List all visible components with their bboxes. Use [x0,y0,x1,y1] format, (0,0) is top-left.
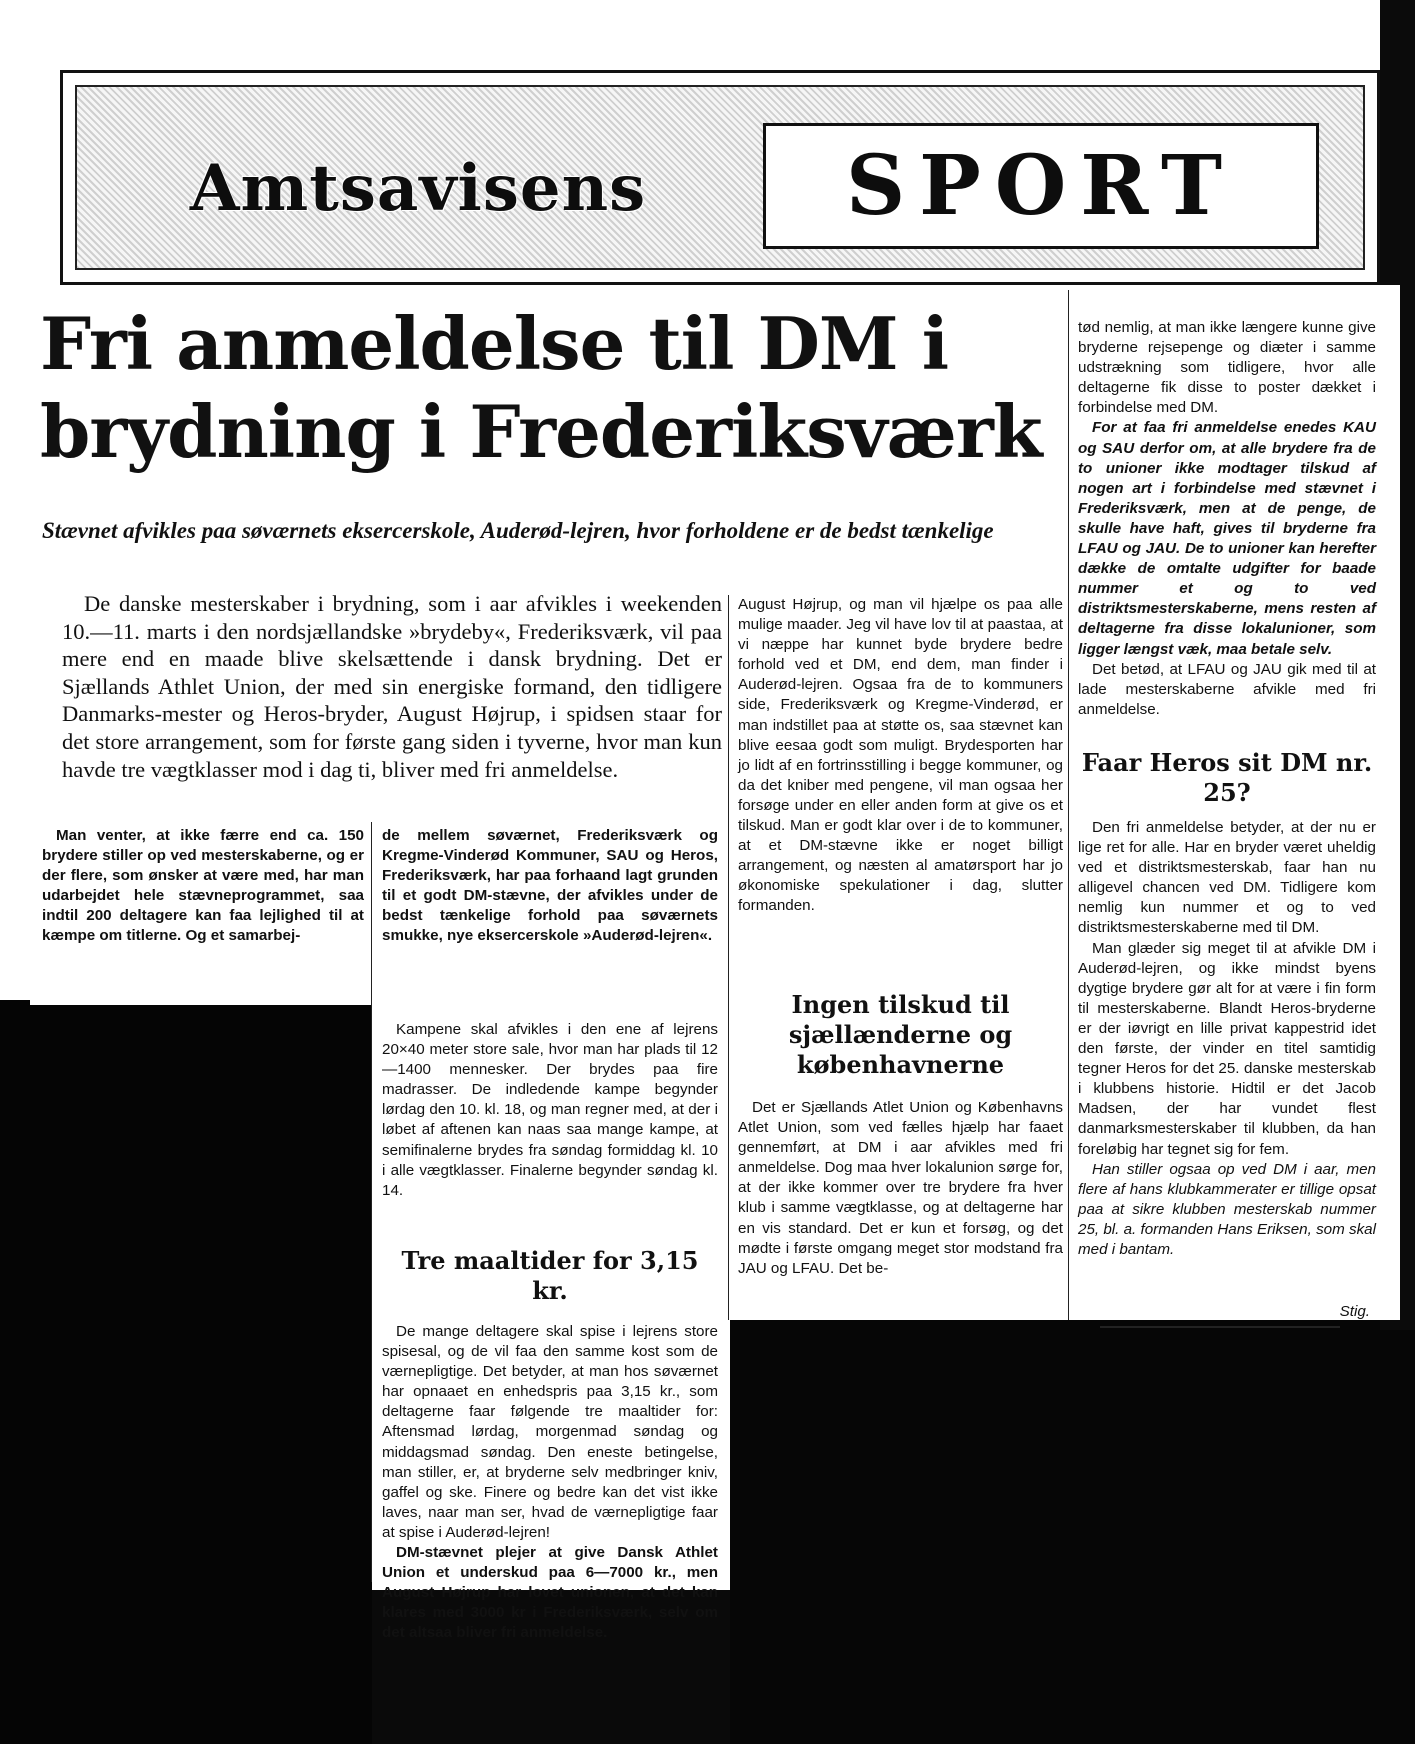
paragraph: August Højrup, og man vil hjælpe os paa alle mulige maader. Jeg vil have lov til at paastaa, at vi næppe har kunnet byde brydere bedre forhold ved et DM, end dem, man finder i Auderød-lejren. Ogsaa fra de to kommuners side, Frederiksværk og Kregme-Vinderød, er man indstillet paa at støtte os, saa stævnet kan blive eesaa godt som muligt. Brydesporten har jo lidt af en fortrinsstilling i begge kommuner, og da det kniber med pengene, vil man ogsaa her forsøge under en eller anden form at give os et tilskud. Man er godt klar over i de to kommuner, at et DM-stævne ikke er noget billigt arrangement, og næsten al amatørsport har jo økonomiske spekulationer i dag, slutter formanden. [738,596,1063,915]
paragraph: Det betød, at LFAU og JAU gik med til at lade mesterskaberne afvikle med fri anmeldelse. [1078,660,1376,718]
column-2-bold-text [382,826,718,947]
paragraph: DM-stævnet plejer at give Dansk Athlet Union et underskud paa 6—7000 kr., men August Højrup har lovet unionen, at det kan klares med 3000 kr i Frederiksværk, selv om det altsaa bliver fri anmeldelse. [382,1544,718,1642]
column-2-text [382,1020,718,1201]
column-divider [1068,290,1069,1320]
meals-text [382,1322,718,1644]
subheading-tilskud: Ingen tilskud til sjællænderne og københavnerne [788,990,1013,1079]
paper-name: Amtsavisens [189,150,647,226]
column-1-text [42,826,364,947]
subheading-meals: Tre maaltider for 3,15 kr. [401,1246,699,1305]
subheadline: Stævnet afvikles paa søværnets eksercerskole, Auderød-lejren, hvor forholdene er de bedst tænkelige [42,518,994,543]
paragraph: Han stiller ogsaa op ved DM i aar, men flere af hans klubkammerater er tillige opsat paa at sikre klubben mesterskab nummer 25, bl. a. formanden Hans Eriksen, som skal med i bantam. [1078,1160,1376,1258]
paragraph: Det er Sjællands Atlet Union og Københavns Atlet Union, som ved fælles hjælp har faaet gennemført, at DM i aar afvikles med fri anmeldelse. Dog maa hver lokalunion sørge for, at der ikke kommer over tre brydere fra hver klub i samme vægtklasse, og at deltagerne har en vis standard. Det er kun et forsøg, og det mødte i første omgang meget stor modstand fra JAU og LFAU. Det be- [738,1099,1063,1277]
tilskud-text [738,1098,1063,1279]
end-rule [1100,1326,1340,1328]
section-name: SPORT [845,138,1237,234]
column-3-text [738,595,1063,917]
column-4-text [1078,318,1376,720]
paragraph: de mellem søværnet, Frederiksværk og Kregme-Vinderød Kommuner, SAU og Heros, Frederiksværk, har paa forhaand lagt grunden til et godt DM-stævne, der afvikles under de bedst tænkelige forhold paa søværnets smukke, nye eksercerskole »Auderød-lejren«. [382,827,718,945]
paragraph: De mange deltagere skal spise i lejrens store spisesal, og de vil faa den samme kost som de værnepligtige. Det betyder, at man hos søværnet har opnaaet en enhedspris paa 3,15 kr., som deltagerne faar følgende tre maaltider for: Aftensmad lørdag, morgenmad søndag og middagsmad søndag. Den eneste betingelse, man stiller, er, at bryderne selv medbringer kniv, gaffel og ske. Finere og bedre kan det vist ikke laves, naar man ser, hvad de værnepligtige faar at spise i Auderød-lejren! [382,1323,718,1541]
headline: Fri anmeldelse til DM i brydning i Frederiksværk [40,301,1042,474]
lead-paragraph: De danske mesterskaber i brydning, som i aar afvikles i weekenden 10.—11. marts i den nordsjællandske »brydeby«, Frederiksværk, vil paa mere end en maade blive skelsættende i dansk brydning. Det er Sjællands Athlet Union, der med sin energiske formand, den tidligere Danmarks-mester og Heros-bryder, August Højrup, i spidsen staar for det store arrangement, som for første gang siden i tyverne, hvor man kun havde tre vægtklasser mod i dag ti, bliver med fri anmeldelse. [62,591,722,782]
paragraph: tød nemlig, at man ikke længere kunne give bryderne rejsepenge og diæter i samme udstrækning som tidligere, hvor alle deltagerne fik disse to poster dækket i forbindelse med DM. [1078,319,1376,417]
masthead [60,70,1380,285]
masthead-paper-name [133,133,703,243]
scan-dark-area [730,1320,1415,1744]
paragraph: For at faa fri anmeldelse enedes KAU og SAU derfor om, at alle brydere fra de to unioner ikke modtager tilskud af nogen art i forbindelse med stævnet i Frederiksværk, men at de penge, de skulle have haft, gives til bryderne fra LFAU og JAU. De to unioner kan herefter dække de omtalte udgifter for baade nummer et og to ved distriktsmesterskaberne, mens resten af deltagerne fra disse lokalunioner, som ligger længst væk, maa betale selv. [1078,419,1376,658]
masthead-section-box [763,123,1319,249]
column-divider [728,595,729,1320]
paragraph: Man venter, at ikke færre end ca. 150 brydere stiller op ved mesterskaberne, og er der flere, som ønsker at være med, har man udarbejdet hele stævneprogrammet, saa indtil 200 deltagere kan faa lejlighed til at kæmpe om titlerne. Og et samarbej- [42,827,364,945]
scan-dark-area [0,1000,372,1744]
subheading-heros: Faar Heros sit DM nr. 25? [1081,748,1373,807]
signature: Stig. [1339,1303,1370,1320]
paragraph: Den fri anmeldelse betyder, at der nu er lige ret for alle. Har en bryder været uheldig ved et distriktsmesterskab, faar han nu alligevel chancen ved DM. Tidligere kom nemlig kun nummer et og to ved distriktsmesterskaberne med til DM. [1078,819,1376,937]
paragraph: Man glæder sig meget til at afvikle DM i Auderød-lejren, og ikke mindst byens dygtige brydere gør alt for at være i fin form til mesterskaberne. Blandt Heros-bryderne er der iøvrigt en lille privat kappestrid idet den første, der vinder en titel samtidig tegner Heros for det 25. danske mesterskab i klubbens historie. Hidtil er det Jacob Madsen, der har vundet flest danmarksmesterskaber til klubben, da han foreløbig har tegnet sig for fem. [1078,939,1376,1158]
heros-text [1078,818,1376,1260]
paragraph: Kampene skal afvikles i den ene af lejrens 20×40 meter store sale, hvor man har plads til 12—1400 mennesker. Der brydes paa fire madrasser. De indledende kampe begynder lørdag den 10. kl. 18, og man regner med, at der i løbet af aftenen kan naas saa mange kampe, at semifinalerne brydes fra søndag formiddag kl. 10 i alle vægtklasser. Finalerne begynder søndag kl. 14. [382,1021,718,1199]
column-divider [371,822,372,1582]
